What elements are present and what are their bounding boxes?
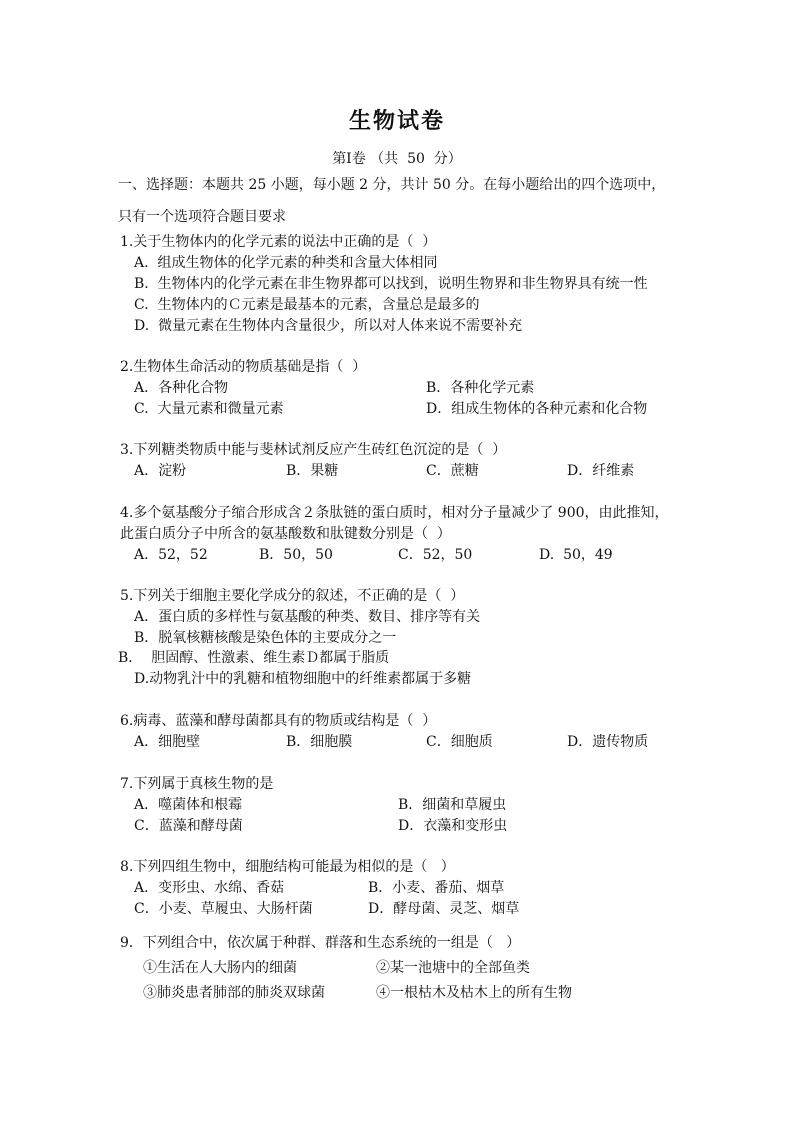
question-9-item-2: ②某一池塘中的全部鱼类 (376, 960, 530, 976)
question-9-stem: 9．下列组合中，依次属于种群、群落和生态系统的一组是（ ） (120, 935, 521, 951)
question-1-option-d: D. 微量元素在生物体内含量很少，所以对人体来说不需要补充 (134, 318, 523, 334)
question-3-option-c: C．蔗糖 (426, 463, 479, 479)
question-4-stem-line1: 4.多个氨基酸分子缩合形成含２条肽链的蛋白质时，相对分子量减少了 900，由此推知， (120, 505, 669, 521)
question-9-item-3: ③肺炎患者肺部的肺炎双球菌 (143, 985, 325, 1001)
page-title: 生物试卷 (348, 108, 445, 134)
question-8-option-d: D．酵母菌、灵芝、烟草 (368, 901, 520, 917)
section-instructions-line2: 只有一个选项符合题目要求 (118, 209, 286, 225)
question-3-option-d: D．纤维素 (567, 463, 635, 479)
question-7-stem: 7.下列属于真核生物的是 (120, 776, 274, 792)
question-2-option-c: C. 大量元素和微量元素 (134, 401, 284, 417)
question-8-option-c: C．小麦、草履虫、大肠杆菌 (134, 901, 313, 917)
question-2-option-d: D．组成生物体的各种元素和化合物 (426, 401, 648, 417)
question-4-option-d: D. 50，49 (539, 547, 613, 563)
question-4-stem-line2: 此蛋白质分子中所含的氨基酸数和肽键数分别是（ ） (120, 526, 451, 542)
question-6-option-b: B．细胞膜 (286, 734, 353, 750)
question-4-option-a: A．52，52 (134, 547, 208, 563)
question-4-option-c: C．52，50 (398, 547, 473, 563)
question-6-option-c: C．细胞质 (426, 734, 493, 750)
question-3-option-b: B．果糖 (286, 463, 339, 479)
question-8-option-a: A．变形虫、水绵、香菇 (134, 880, 285, 896)
question-1-stem: 1.关于生物体内的化学元素的说法中正确的是（ ） (120, 234, 437, 250)
question-4-option-b: B．50，50 (259, 547, 333, 563)
question-3-option-a: A．淀粉 (134, 463, 187, 479)
question-7-option-d: D．衣藻和变形虫 (398, 818, 508, 834)
question-6-stem: 6.病毒、蓝藻和酵母菌都具有的物质或结构是（ ） (120, 713, 437, 729)
section-instructions-line1: 一、选择题：本题共 25 小题，每小题 2 分，共计 50 分。在每小题给出的四个选项中， (118, 177, 666, 193)
question-1-option-a: A. 组成生物体的化学元素的种类和含量大体相同 (134, 255, 438, 271)
question-7-option-a: A．噬菌体和根霉 (134, 797, 243, 813)
question-1-option-b: B. 生物体内的化学元素在非生物界都可以找到，说明生物界和非生物界具有统一性 (134, 276, 648, 292)
question-5-option-d: D.动物乳汁中的乳糖和植物细胞中的纤维素都属于多糖 (134, 671, 472, 687)
question-2-stem: 2.生物体生命活动的物质基础是指（ ） (120, 359, 367, 375)
question-5-option-c: B． 胆固醇、性激素、维生素Ｄ都属于脂质 (118, 650, 390, 666)
question-5-option-b: B．脱氧核糖核酸是染色体的主要成分之一 (134, 630, 397, 646)
question-9-item-1: ①生活在人大肠内的细菌 (143, 960, 297, 976)
question-5-option-a: A．蛋白质的多样性与氨基酸的种类、数目、排序等有关 (134, 609, 481, 625)
question-8-option-b: B．小麦、番茄、烟草 (368, 880, 505, 896)
question-7-option-c: C．蓝藻和酵母菌 (134, 818, 243, 834)
question-3-stem: 3.下列糖类物质中能与斐林试剂反应产生砖红色沉淀的是（ ） (120, 442, 507, 458)
question-6-option-a: A．细胞壁 (134, 734, 201, 750)
question-1-option-c: C. 生物体内的Ｃ元素是最基本的元素，含量总是最多的 (134, 297, 480, 313)
question-9-item-4: ④一根枯木及枯木上的所有生物 (376, 985, 572, 1001)
paper-subtitle: 第Ⅰ卷 （共 50 分） (332, 151, 462, 167)
question-2-option-b: B．各种化学元素 (426, 380, 535, 396)
question-2-option-a: A．各种化合物 (134, 380, 229, 396)
question-8-stem: 8.下列四组生物中，细胞结构可能最为相似的是（ ） (120, 859, 455, 875)
question-5-stem: 5.下列关于细胞主要化学成分的叙述，不正确的是（ ） (120, 588, 465, 604)
question-6-option-d: D．遗传物质 (567, 734, 649, 750)
question-7-option-b: B．细菌和草履虫 (398, 797, 507, 813)
